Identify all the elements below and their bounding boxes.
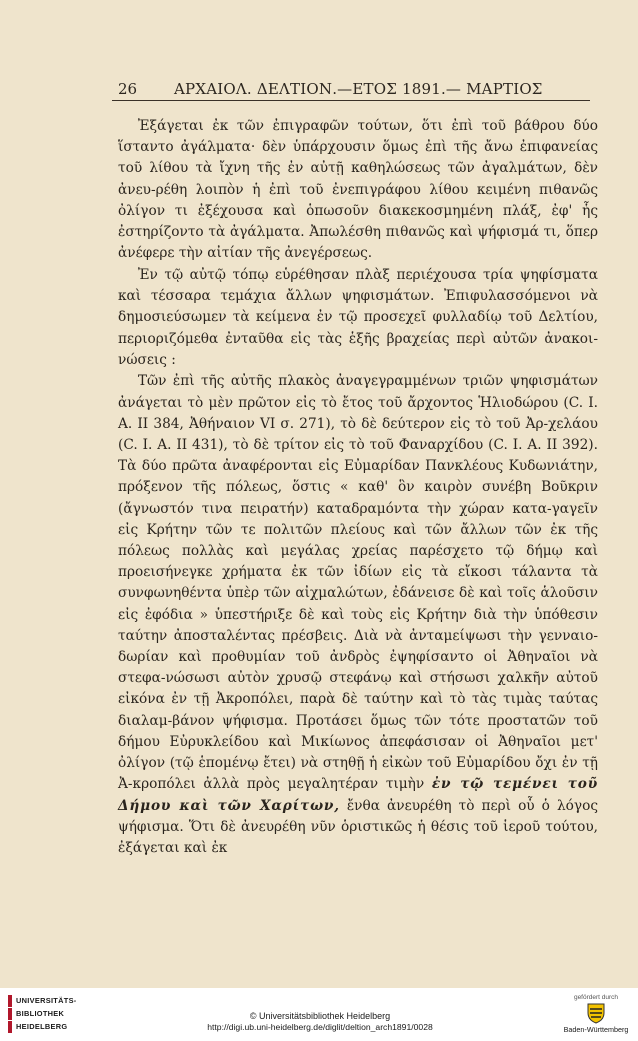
library-name-line-2: BIBLIOTHEK bbox=[16, 1009, 65, 1018]
page-header bbox=[112, 78, 590, 101]
copyright-notice: © Universitätsbibliothek Heidelberg bbox=[249, 1011, 391, 1021]
emphasized-phrase: ἐν τῷ τεμένει τοῦ Δήμου καὶ τῶν Χαρίτων, bbox=[118, 776, 599, 814]
paragraph-2: Ἐν τῷ αὐτῷ τόπῳ εὑρέθησαν πλὰξ περιέχουσα τρία ψηφίσματα καὶ τέσσαρα τεμάχια ἄλλων ψηφισμάτων. Ἐπιφυλασσόμενοι νὰ δημοσιεύσωμεν τὰ κείμενα ἐν τῷ προσεχεῖ φυλλαδίῳ τοῦ Δελτίου, περιοριζόμεθα ἐνταῦθα εἰς τὰς ἑξῆς βραχείας περὶ αὐτῶν ἀνακοι-νώσεις : bbox=[118, 266, 598, 368]
credit-block bbox=[170, 1011, 470, 1033]
page-number: 26 bbox=[118, 80, 138, 98]
library-name-line-3: HEIDELBERG bbox=[16, 1022, 68, 1031]
paragraph-3-text-b: ἔνθα ἀνευρέθη τὸ περὶ οὗ ὁ λόγος ψήφισμα. Ὅτι δὲ ἀνευρέθη νῦν ὁριστικῶς ἡ θέσις τοῦ ἱεροῦ τούτου, ἐξάγεται καὶ ἐκ bbox=[118, 797, 598, 856]
heidelberg-library-logo[interactable] bbox=[8, 995, 80, 1033]
paragraph-3 bbox=[118, 371, 598, 859]
digitization-footer bbox=[0, 988, 638, 1041]
funder-name: Baden-Württemberg bbox=[563, 1025, 629, 1034]
article-body bbox=[118, 116, 598, 859]
library-name-line-1: UNIVERSITÄTS- bbox=[16, 996, 77, 1005]
source-url-link[interactable]: http://digi.ub.uni-heidelberg.de/diglit/deltion_arch1891/0028 bbox=[207, 1022, 433, 1032]
funder-block bbox=[560, 994, 632, 1034]
paragraph-1: Ἐξάγεται ἐκ τῶν ἐπιγραφῶν τούτων, ὅτι ἐπὶ τοῦ βάθρου δύο ἵσταντο ἀγάλματα· δὲν ὑπάρχουσιν ὅμως ἐπὶ τῆς ἄνω ἐπιφανείας τοῦ λίθου τὰ ἴχνη τῆς ἐν αὐτῇ καθηλώσεως τῶν ἀγαλμάτων, δὲν ἀνευ-ρέθη λοιπὸν ἡ ἐπὶ τοῦ ἐνεπιγράφου λίθου κειμένη πιθανῶς ὀλίγον τι ἐξέχουσα καὶ ὁπωσοῦν διακεκοσμημένη πλάξ, ἐφ' ἧς ἐστηρίζοντο τὰ ἀγάλματα. Ἀπωλέσθη πιθανῶς καὶ ψήφισμά τι, ὅπερ ἀνέφερε τὴν αἰτίαν τῆς ἀνεγέρσεως. bbox=[118, 118, 598, 262]
funded-by-label: gefördert durch bbox=[573, 994, 619, 1001]
coat-of-arms-icon bbox=[583, 1002, 609, 1024]
paragraph-3-text-a: Τῶν ἐπὶ τῆς αὐτῆς πλακὸς ἀναγεγραμμένων τριῶν ψηφισμάτων ἀνάγεται τὸ μὲν πρῶτον εἰς τὸ ἔτος τοῦ ἄρχοντος Ἡλιοδώρου (C. I. A. II 384, Ἀθήναιον VI σ. 271), τὸ δὲ δεύτερον εἰς τὸ τοῦ Ἀρ-χελάου (C. I. A. II 431), τὸ δὲ τρίτον εἰς τὸ τοῦ Φαναρχίδου (C. I. A. II 392). Τὰ δύο πρῶτα ἀναφέρονται εἰς Εὐμαρίδαν Πανκλέους Κυδωνιάτην, πρόξενον τῆς πόλεως, ὅστις « καθ' ὃν καιρὸν συνέβη Βοῦκριν (ἄγνωστόν τινα πειρατήν) καταδραμόντα τὴν χώραν κατα-γαγεῖν εἰς Κρήτην τῶν τε πολιτῶν πλείους καὶ τῶν ἄλλων τῶν ἐκ τῆς πόλεως πολλὰς καὶ μεγάλας χρείας παρέσχετο τῷ δήμῳ καὶ προεισήνεγκε χρήματα ἐκ τῶν ἰδίων εἰς τὰ εἴκοσι τάλαντα τὰ συνφωνηθέντα ὑπὲρ τῶν αἰχμαλώτων, ἐδάνεισε δὲ καὶ τοῖς ἁλοῦσιν εἰς ἐφόδια » ὑπεστήριξε δὲ καὶ τοὺς εἰς Κρήτην διὰ τὴν ὑπόθεσιν ταύτην ἀποσταλέντας πρέσβεις. Διὰ νὰ ἀνταμείψωσι τὴν γενναιο-δωρίαν καὶ προθυμίαν τοῦ ἀνδρὸς ἐψηφίσαντο οἱ Ἀθηναῖοι νὰ στεφα-νώσωσι αὐτὸν χρυσῷ στεφάνῳ καὶ στήσωσι χαλκῆν αὐτοῦ εἰκόνα ἐν τῇ Ἀκροπόλει, παρὰ δὲ ταύτην καὶ τὸ τὰς τιμὰς ταύτας διαλαμ-βάνον ψήφισμα. Προτάσει ὅμως τῶν τότε προστατῶν τοῦ δήμου Εὐρυκλείδου καὶ Μικίωνος ἀπεφάσισαν οἱ Ἀθηναῖοι μετ' ὀλίγον (τῷ ἑπομένῳ ἔτει) νὰ στηθῇ ἡ εἰκὼν τοῦ Εὐμαρίδου ὄχι ἐν τῇ Ἀ-κροπόλει ἀλλὰ πρὸς μεγαλητέραν τιμὴν bbox=[118, 373, 598, 793]
running-title: ΑΡΧΑΙΟΛ. ΔΕΛΤΙΟΝ.—ΕΤΟΣ 1891.— ΜΑΡΤΙΟΣ bbox=[174, 80, 543, 98]
